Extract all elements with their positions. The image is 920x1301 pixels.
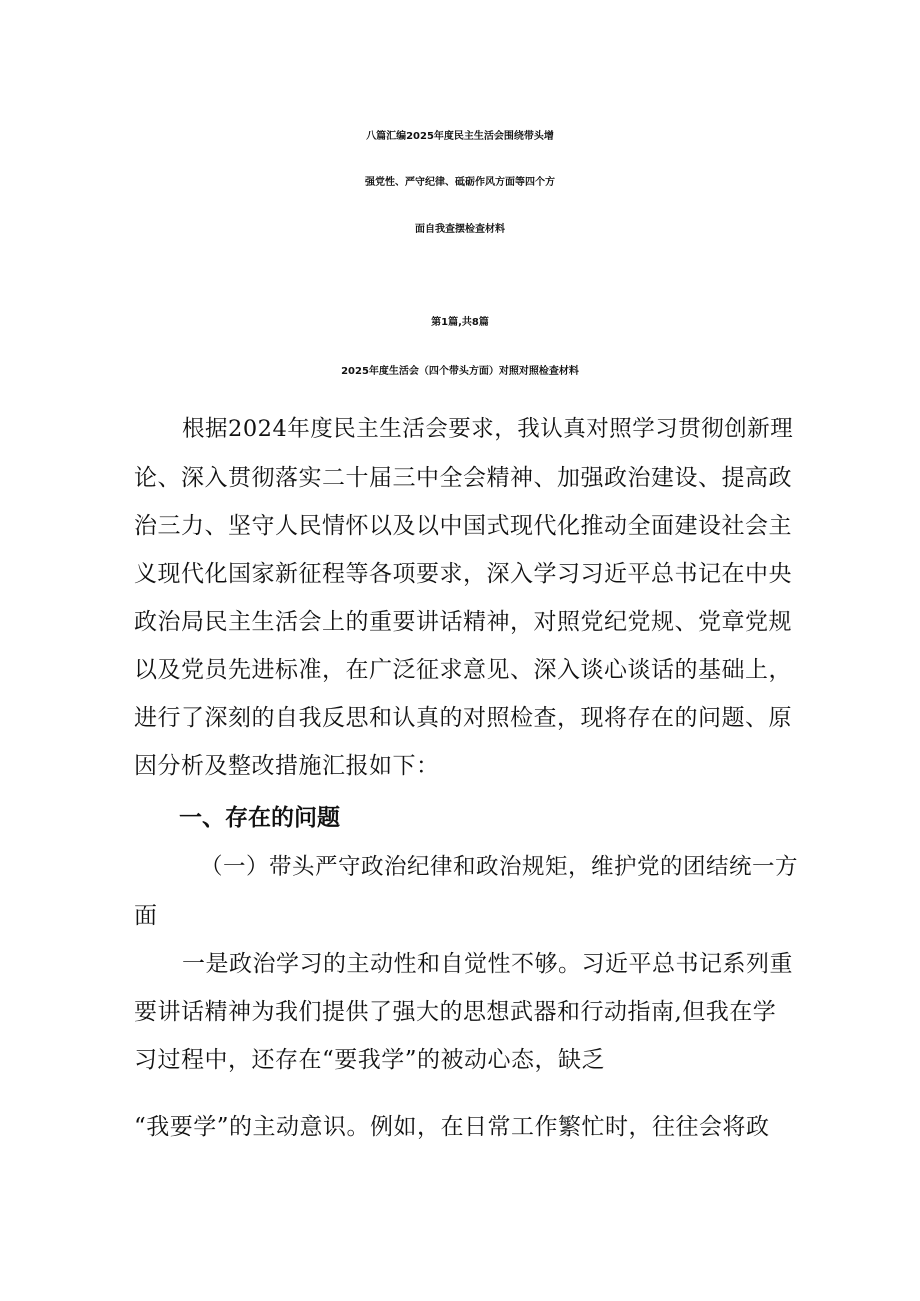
- document-title-line-1: 八篇汇编2025年度民主生活会围绕带头增: [366, 131, 554, 142]
- continuation-line: “我要学”的主动意识。例如，在日常工作繁忙时，往往会将政: [134, 1114, 770, 1140]
- intro-line-7: 进行了深刻的自我反思和认真的对照检查，现将存在的问题、原: [134, 705, 792, 731]
- subsection-line-2: 面: [134, 903, 158, 929]
- document-subtitle: 2025年度生活会（四个带头方面）对照对照检查材料: [341, 366, 579, 377]
- point-line-1: 一是政治学习的主动性和自觉性不够。习近平总书记系列重: [182, 951, 793, 977]
- section-heading: 一、存在的问题: [179, 805, 340, 831]
- point-line-2: 要讲话精神为我们提供了强大的思想武器和行动指南,但我在学: [134, 999, 777, 1025]
- subsection-line-1: （一）带头严守政治纪律和政治规矩，维护党的团结统一方: [200, 854, 799, 880]
- point-line-3: 习过程中，还存在“要我学”的被动心态，缺乏: [134, 1047, 606, 1073]
- intro-line-4: 义现代化国家新征程等各项要求，深入学习习近平总书记在中央: [134, 561, 792, 587]
- part-label: 第1篇,共8篇: [431, 317, 489, 328]
- intro-line-6: 以及党员先进标准，在广泛征求意见、深入谈心谈话的基础上，: [134, 657, 792, 683]
- intro-line-5: 政治局民主生活会上的重要讲话精神，对照党纪党规、党章党规: [134, 609, 792, 635]
- document-title-line-3: 面自我查摆检查材料: [415, 224, 505, 235]
- intro-line-1: 根据2024年度民主生活会要求，我认真对照学习贯彻创新理: [182, 416, 794, 442]
- intro-line-3: 治三力、坚守人民情怀以及以中国式现代化推动全面建设社会主: [134, 513, 792, 539]
- intro-line-2: 论、深入贯彻落实二十届三中全会精神、加强政治建设、提高政: [134, 465, 792, 491]
- intro-line-8: 因分析及整改措施汇报如下：: [134, 753, 440, 779]
- document-title-line-2: 强党性、严守纪律、砥砺作风方面等四个方: [365, 177, 555, 188]
